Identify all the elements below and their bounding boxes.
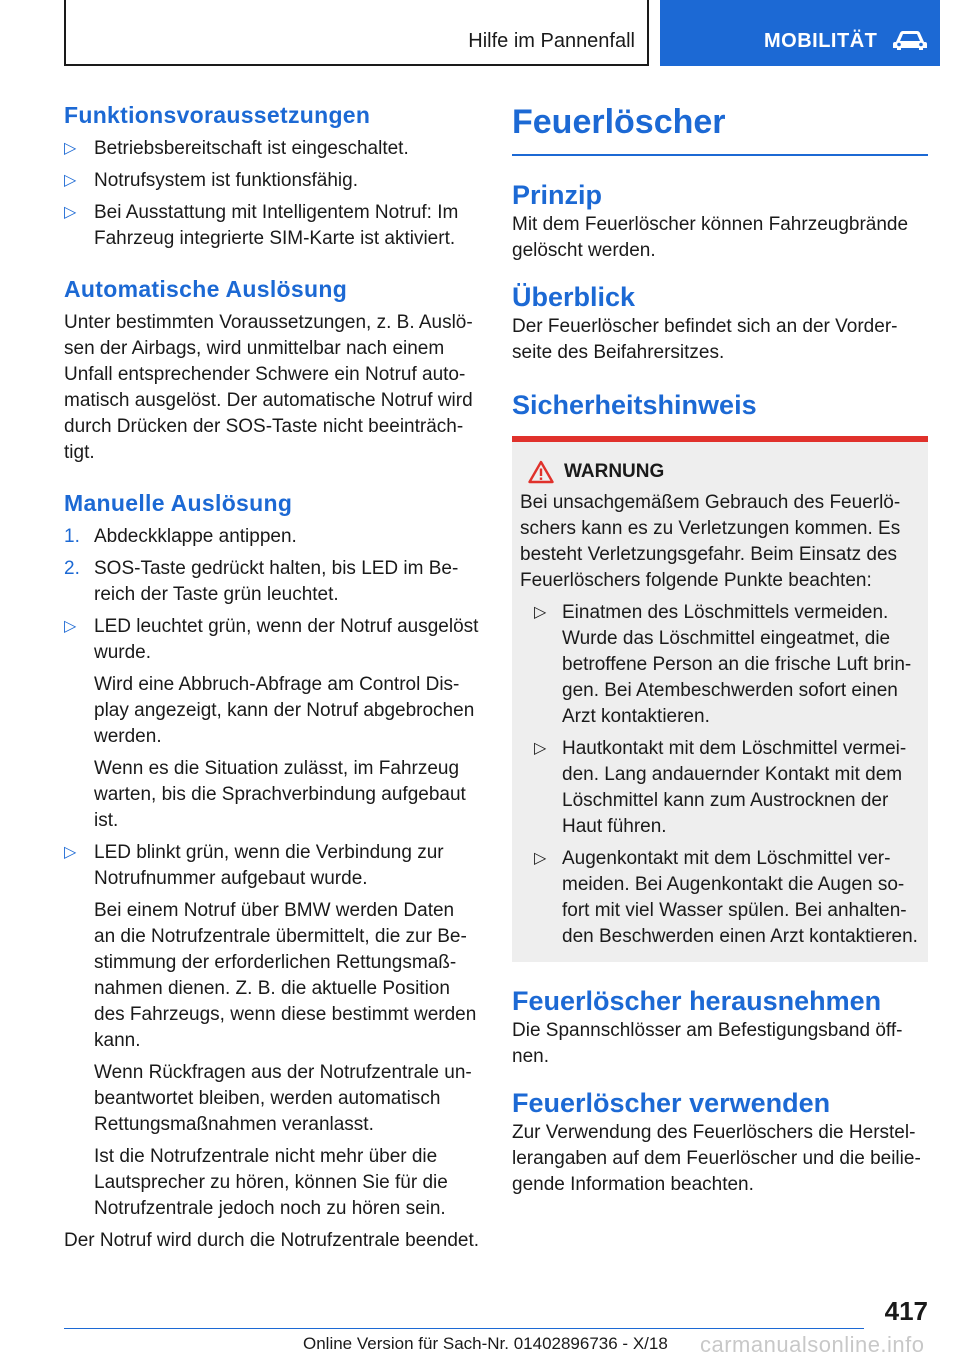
list-subparagraph: Wenn es die Situation zulässt, im Fahrzeug warten, bis die Sprachverbindung aufgebaut ist.: [94, 758, 466, 831]
heading-funktionsvoraussetzungen: Funktionsvoraussetzungen: [64, 102, 371, 128]
triangle-right-icon: ▷: [64, 618, 77, 635]
header-section-title: Hilfe im Pannenfall: [468, 30, 635, 52]
right-column: [512, 100, 928, 1198]
header-chapter-title: MOBILITÄT: [764, 30, 878, 52]
triangle-right-icon: ▷: [534, 604, 547, 621]
triangle-right-icon: ▷: [64, 844, 77, 861]
list-item: ▷ Notrufsystem ist funktionsfähig.: [64, 168, 480, 194]
heading-automatische-ausloesung: Automatische Auslösung: [64, 276, 348, 302]
warning-text: Bei unsachgemäßem Gebrauch des Feuerlöschers kann es zu Verletzungen kommen. Es besteht Verletzungsgefahr. Beim Einsatz des Feuerlöschers folgende Punkte beachten:: [520, 492, 901, 591]
triangle-right-icon: ▷: [534, 740, 547, 757]
heading-prinzip: Prinzip: [512, 180, 603, 210]
watermark: carmanualsonline.info: [700, 1332, 925, 1357]
paragraph-verwenden: Zur Verwendung des Feuerlöschers die Herstellerangaben auf dem Feuerlöscher und die beiliegende Information beachten.: [512, 1122, 921, 1195]
step-item: 1. Abdeckklappe antippen.: [64, 526, 297, 547]
footer-online-version: Online Version für Sach-Nr. 01402896736 - X/18: [303, 1334, 668, 1353]
paragraph-end: Der Notruf wird durch die Notrufzentrale beendet.: [64, 1230, 480, 1251]
list-item: ▷ LED leuchtet grün, wenn der Notruf ausgelöst wurde.: [64, 616, 479, 663]
header-section-box: [64, 0, 649, 66]
left-column: [64, 100, 480, 1254]
triangle-right-icon: ▷: [64, 172, 77, 189]
page-number: 417: [884, 1296, 928, 1326]
warning-box: [512, 436, 928, 962]
heading-ueberblick: Überblick: [512, 282, 636, 312]
paragraph-prinzip: Mit dem Feuerlöscher können Fahrzeugbrände gelöscht werden.: [512, 214, 909, 261]
title-divider: [512, 154, 928, 156]
step-item: 2. SOS-Taste gedrückt halten, bis LED im Bereich der Taste grün leuchtet.: [64, 558, 459, 605]
list-subparagraph: Ist die Notrufzentrale nicht mehr über die Lautsprecher zu hören, können Sie für die Notrufzentrale jedoch noch zu hören sein.: [94, 1146, 448, 1219]
triangle-right-icon: ▷: [534, 850, 547, 867]
heading-manuelle-ausloesung: Manuelle Auslösung: [64, 490, 293, 516]
list-item: ▷ Hautkontakt mit dem Löschmittel vermeiden. Lang andauernder Kontakt mit dem Löschmittel kann zum Austrocknen der Haut führen.: [534, 738, 907, 837]
heading-verwenden: Feuerlöscher verwenden: [512, 1088, 831, 1118]
car-icon: [892, 28, 928, 52]
list-subparagraph: Wenn Rückfragen aus der Notrufzentrale unbeantwortet bleiben, werden automatisch Rettungsmaßnahmen veranlasst.: [94, 1062, 472, 1135]
list-item: ▷ Augenkontakt mit dem Löschmittel vermeiden. Bei Augenkontakt die Augen sofort mit viel Wasser spülen. Bei anhaltenden Beschwerden einen Arzt kontaktieren.: [534, 848, 918, 947]
paragraph-herausnehmen: Die Spannschlösser am Befestigungsband öffnen.: [512, 1020, 903, 1067]
warning-triangle-icon: [528, 460, 554, 484]
triangle-right-icon: ▷: [64, 204, 77, 221]
paragraph-ueberblick: Der Feuerlöscher befindet sich an der Vorderseite des Beifahrersitzes.: [512, 316, 898, 363]
list-item: ▷ Betriebsbereitschaft ist eingeschaltet.: [64, 136, 480, 162]
header-chapter-tab: [660, 0, 940, 66]
footer-divider: [64, 1328, 864, 1329]
list-item: ▷ Einatmen des Löschmittels vermeiden. Wurde das Löschmittel eingeatmet, die betroffene Person an die frische Luft bringen. Bei Atembeschwerden sofort einen Arzt kontaktieren.: [534, 602, 912, 727]
triangle-right-icon: ▷: [64, 140, 77, 157]
page-title: Feuerlöscher: [512, 103, 726, 141]
paragraph-auto: Unter bestimmten Voraussetzungen, z. B. Auslösen der Airbags, wird unmittelbar nach einem Unfall entsprechender Schwere ein Notruf automatisch ausgelöst. Der automatische Notruf wird durch Drücken der SOS-Taste nicht beeinträchtigt.: [64, 312, 473, 463]
heading-sicherheitshinweis: Sicherheitshinweis: [512, 390, 757, 420]
heading-herausnehmen: Feuerlöscher herausnehmen: [512, 986, 882, 1016]
warning-title: WARNUNG: [520, 460, 920, 484]
list-item: ▷ LED blinkt grün, wenn die Verbindung zur Notrufnummer aufgebaut wurde.: [64, 842, 444, 889]
list-subparagraph: Bei einem Notruf über BMW werden Daten an die Notrufzentrale übermittelt, die zur Bestimmung der erforderlichen Rettungsmaßnahmen dienen. Z. B. die aktuelle Position des Fahrzeugs, wenn diese bestimmt werden kann.: [94, 900, 477, 1051]
list-subparagraph: Wird eine Abbruch-Abfrage am Control Display angezeigt, kann der Notruf abgebrochen werden.: [94, 674, 475, 747]
list-item: ▷ Bei Ausstattung mit Intelligentem Notruf: Im Fahrzeug integrierte SIM-Karte ist aktiviert.: [64, 202, 459, 249]
